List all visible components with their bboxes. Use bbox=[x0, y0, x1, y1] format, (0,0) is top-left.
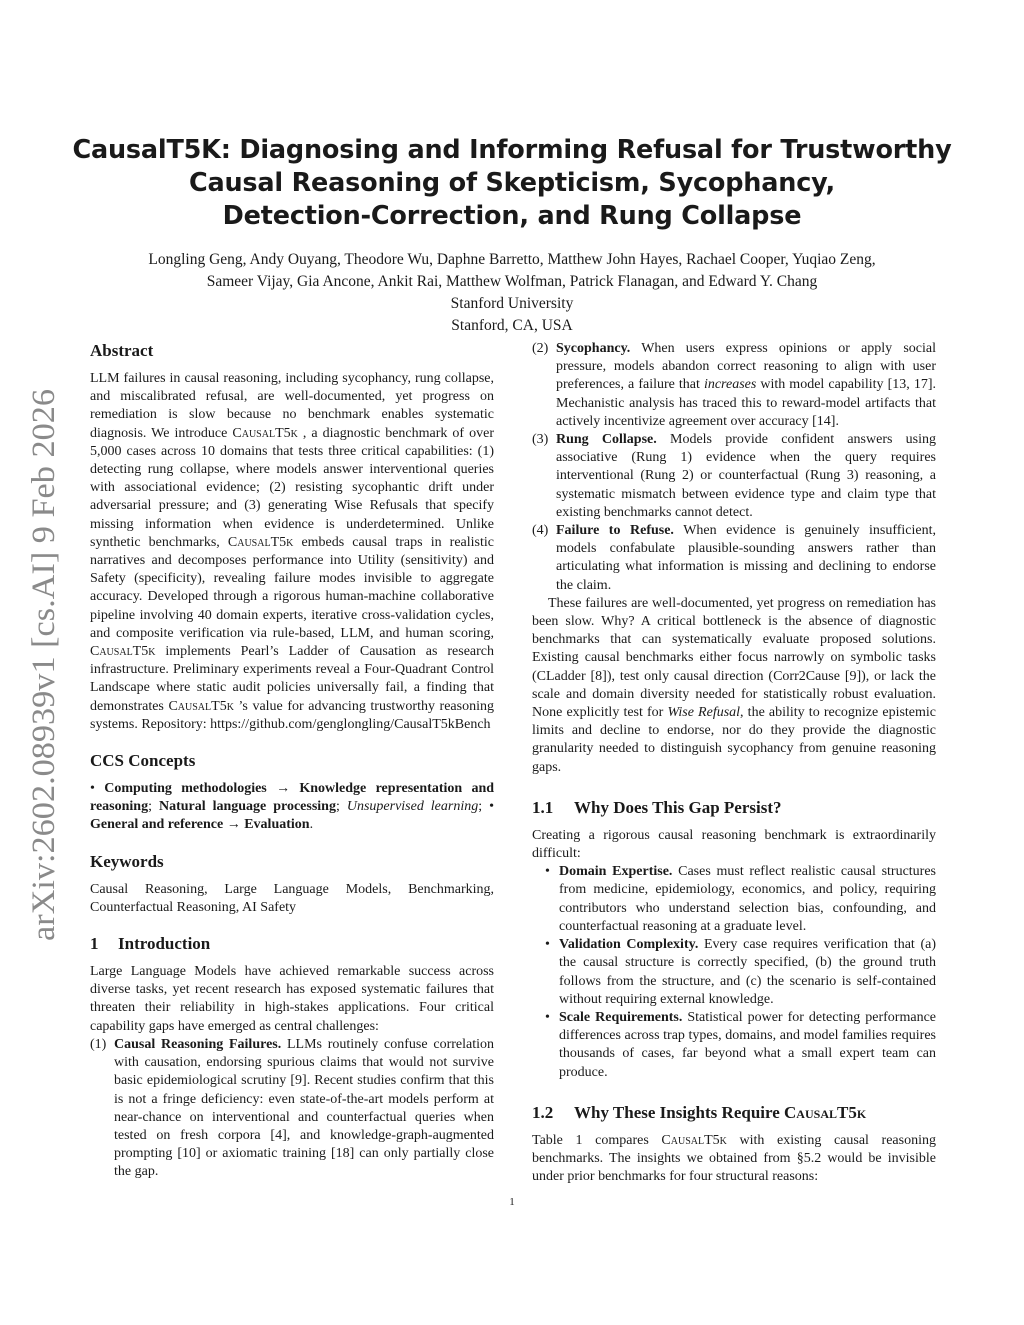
list-item: • Validation Complexity. Every case requires verification that (a) the causal structure is correctly specified, (b) the ground truth follows from the structure, and (c) the scenario is self-contained without requiring external knowledge. bbox=[545, 937, 936, 1007]
abstract-text: LLM failures in causal reasoning, including sycophancy, rung collapse, and miscalibrated refusal, are well-documented, yet progress on remediation is slow because no benchmark enables systematic diagnosis. We introduce CausalT5k , a diagnostic benchmark of over 5,000 cases across 10 domains that tests three critical capabilities: (1) detecting rung collapse, where models answer interventional queries with associational evidence; (2) resisting sycophantic drift under adversarial pressure; and (3) generating Wise Refusals that specify missing information when evidence is underdetermined. Unlike synthetic benchmarks, CausalT5k embeds causal traps in realistic narratives and decomposes performance into Utility (sensitivity) and Safety (specificity), revealing failure modes invisible to aggregate accuracy. Developed through a rigorous human-machine collaborative pipeline involving 40 domain experts, iterative cross-validation cycles, and composite verification via rule-based, LLM, and human scoring, CausalT5k implements Pearl’s Ladder of Causation as research infrastructure. Preliminary experiments reveal a Four-Quadrant Control Landscape where static audit policies universally fail, a finding that demonstrates CausalT5k ’s value for advancing trustworthy reasoning systems. Repository: https://github.com/genglongling/CausalT5kBench bbox=[90, 371, 494, 732]
list-item: (3) Rung Collapse. Models provide confident answers using associative (Rung 1) evidence when the query requires interventional (Rung 2) or counterfactual (Rung 3) reasoning, a systematic mismatch between evidence type and claim type that existing benchmarks cannot detect. bbox=[532, 432, 936, 520]
ccs-concepts: • Computing methodologies → Knowledge representation and reasoning; Natural language processing; Unsupervised learning; • General and reference → Evaluation. bbox=[90, 781, 495, 833]
bullet-icon: • bbox=[545, 1009, 550, 1025]
section-1-1-heading: 1.1 Why Does This Gap Persist? bbox=[532, 797, 782, 817]
failure-list bbox=[90, 1036, 494, 1182]
list-item: (1) Causal Reasoning Failures. LLMs routinely confuse correlation with causation, endorsing spurious claims that would not survive basic epidemiological scrutiny [9]. Recent studies confirm that this is not a fringe deficiency: even state-of-the-art models perform at near-chance on interventional and counterfactual queries when tested on fresh corpora [4], and knowledge-graph-augmented prompting [10] or axiomatic training [18] can only partially close the gap. bbox=[90, 1036, 494, 1180]
failure-list-continued bbox=[532, 340, 936, 595]
author-block bbox=[60, 249, 964, 337]
list-item: (4) Failure to Refuse. When evidence is genuinely insufficient, models confabulate plausible-sounding answers rather than articulating what information is missing and declining to endorse the claim. bbox=[532, 523, 936, 593]
benchmark-name: CausalT5k bbox=[90, 644, 156, 660]
section-1-1-paragraph: Creating a rigorous causal reasoning benchmark is extraordinarily difficult: bbox=[532, 827, 936, 862]
title-line-3: Detection-Correction, and Rung Collapse bbox=[222, 201, 802, 231]
location: Stanford, CA, USA bbox=[451, 317, 573, 334]
arxiv-identifier-stamp bbox=[8, 385, 70, 945]
author-line-2: Sameer Vijay, Gia Ancone, Ankit Rai, Matthew Wolfman, Patrick Flanagan, and Edward Y. Chang bbox=[206, 273, 818, 290]
author-line-1: Longling Geng, Andy Ouyang, Theodore Wu, Daphne Barretto, Matthew John Hayes, Rachael Cooper, Yuqiao Zeng, bbox=[148, 251, 876, 268]
section-1-2-paragraph: Table 1 compares CausalT5k with existing causal reasoning benchmarks. The insights we obtained from §5.2 would be invisible under prior benchmarks for four structural reasons: bbox=[532, 1132, 936, 1185]
left-column bbox=[90, 340, 494, 1182]
gap-reasons-list bbox=[532, 863, 936, 1081]
benchmark-name: CausalT5k bbox=[232, 425, 298, 441]
benchmark-name: CausalT5k bbox=[227, 534, 294, 550]
list-item: (2) Sycophancy. When users express opinions or apply social pressure, models abandon correct reasoning to align with user preferences, a failure that increases with model capability [13, 17]. Mechanistic analysis has traced this to reward-model artifacts that actively incentivize agreement over accuracy [14]. bbox=[532, 341, 936, 429]
list-item: • Domain Expertise. Cases must reflect realistic causal structures from medicine, epidemiology, economics, and policy, requiring contributors who understand selection bias, confounding, and counterfactual reasoning at a graduate level. bbox=[545, 864, 936, 934]
page-number: 1 bbox=[509, 1196, 515, 1208]
affiliation: Stanford University bbox=[450, 295, 574, 312]
introduction-heading: 1 Introduction bbox=[90, 934, 211, 954]
abstract-heading: Abstract bbox=[90, 341, 154, 360]
keywords-text: Causal Reasoning, Large Language Models, Benchmarking, Counterfactual Reasoning, AI Safety bbox=[90, 881, 494, 915]
ccs-heading: CCS Concepts bbox=[90, 751, 196, 771]
list-item: • Scale Requirements. Statistical power for detecting performance differences across trap types, domains, and model families requires thousands of cases, far beyond what a small expert team can produce. bbox=[545, 1009, 936, 1080]
benchmark-name: CausalT5k bbox=[661, 1132, 727, 1148]
keywords-heading: Keywords bbox=[90, 851, 164, 871]
right-column bbox=[532, 340, 936, 1186]
title-line-2: Causal Reasoning of Skepticism, Sycophancy, bbox=[188, 168, 836, 198]
bullet-icon: • bbox=[545, 937, 550, 953]
benchmark-name: CausalT5k bbox=[168, 698, 234, 714]
bullet-icon: • bbox=[545, 864, 550, 880]
bottleneck-paragraph: These failures are well-documented, yet progress on remediation has been slow. Why? A critical bottleneck is the absence of diagnostic benchmarks that can systematically evaluate proposed solutions. Existing causal benchmarks either focus narrowly on symbolic tasks (CLadder [8]), test only causal direction (Corr2Cause [9]), or lack the scale and domain diversity needed for statistically robust evaluation. None explicitly test for Wise Refusal, the ability to recognize epistemic limits and decline to endorse, nor do they provide the diagnostic granularity needed to distinguish sycophancy from genuine reasoning gaps. bbox=[532, 595, 937, 775]
intro-paragraph: Large Language Models have achieved remarkable success across diverse tasks, yet recent research has exposed systematic failures that threaten their reliability in high-stakes applications. Four critical capability gaps have emerged as central challenges: bbox=[90, 964, 494, 1034]
paper-title bbox=[60, 134, 964, 233]
section-1-2-heading: 1.2 Why These Insights Require CausalT5k bbox=[532, 1102, 867, 1122]
arxiv-id-text: arXiv:2602.08939v1 [cs.AI] 9 Feb 2026 bbox=[26, 409, 62, 941]
title-line-1: CausalT5K: Diagnosing and Informing Refusal for Trustworthy bbox=[72, 135, 952, 165]
